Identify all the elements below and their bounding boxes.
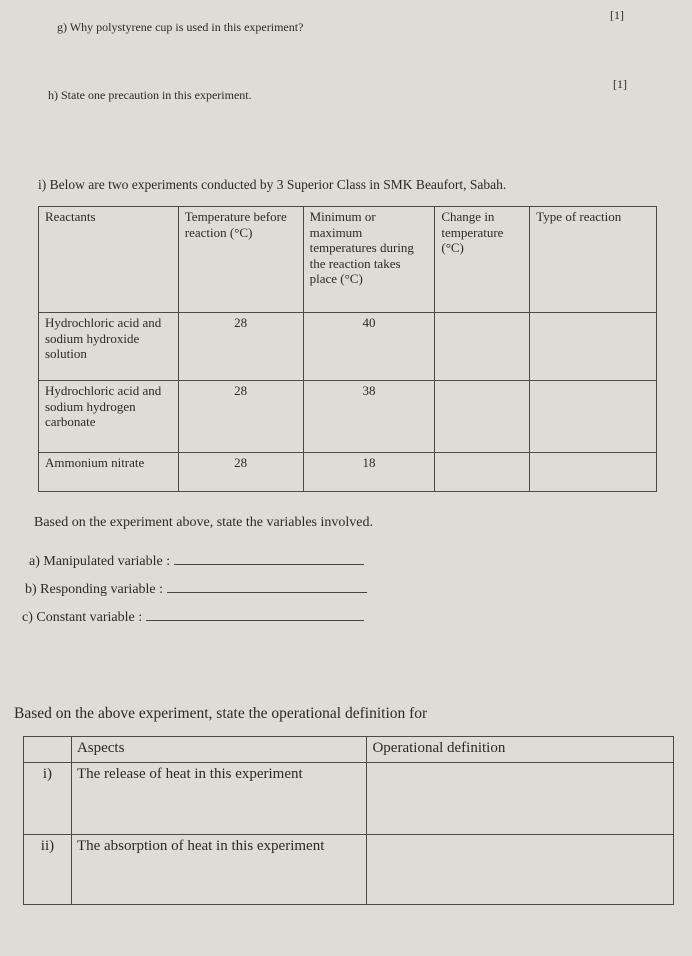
row-change-temp-cell[interactable] (435, 381, 530, 453)
header-temp-before: Temperature before reaction (°C) (178, 207, 303, 313)
opdef-row-aspect: The release of heat in this experiment (71, 763, 367, 835)
row-type-reaction-cell[interactable] (530, 381, 657, 453)
table-row (24, 835, 674, 905)
question-h: h) State one precaution in this experiment. (48, 88, 252, 102)
header-type-reaction: Type of reaction (530, 207, 657, 313)
opdef-table (23, 736, 674, 905)
row-temp-before: 28 (178, 381, 303, 453)
responding-variable-row (25, 580, 367, 598)
opdef-header-aspects: Aspects (71, 737, 367, 763)
row-min-max-temp: 18 (303, 453, 435, 492)
row-type-reaction-cell[interactable] (530, 313, 657, 381)
variables-prompt: Based on the experiment above, state the variables involved. (34, 515, 374, 530)
table-row (39, 381, 657, 453)
opdef-header-row (24, 737, 674, 763)
row-reactants: Hydrochloric acid and sodium hydrogen carbonate (39, 381, 179, 453)
question-i: i) Below are two experiments conducted by 3 Superior Class in SMK Beaufort, Sabah. (38, 177, 507, 192)
row-temp-before: 28 (178, 313, 303, 381)
header-min-max-temp: Minimum or maximum temperatures during the reaction takes place (°C) (303, 207, 435, 313)
row-reactants: Ammonium nitrate (39, 453, 179, 492)
question-g: g) Why polystyrene cup is used in this experiment? (57, 20, 304, 34)
opdef-row-definition-cell[interactable] (367, 763, 674, 835)
table-row (39, 313, 657, 381)
row-temp-before: 28 (178, 453, 303, 492)
opdef-row-num: i) (24, 763, 72, 835)
reaction-table (38, 206, 657, 492)
manipulated-variable-row (29, 552, 364, 570)
table-row (24, 763, 674, 835)
opdef-row-aspect: The absorption of heat in this experiment (71, 835, 367, 905)
question-g-mark: [1] (610, 8, 624, 22)
manipulated-variable-label: a) Manipulated variable : (29, 554, 171, 569)
manipulated-variable-answer-line[interactable] (174, 552, 364, 565)
header-change-temp: Change in temperature (°C) (435, 207, 530, 313)
opdef-header-definition: Operational definition (367, 737, 674, 763)
header-reactants: Reactants (39, 207, 179, 313)
row-change-temp-cell[interactable] (435, 453, 530, 492)
reaction-table-header-row (39, 207, 657, 313)
responding-variable-answer-line[interactable] (167, 580, 367, 593)
opdef-prompt: Based on the above experiment, state the operational definition for (14, 705, 428, 722)
constant-variable-row (22, 608, 364, 626)
constant-variable-label: c) Constant variable : (22, 610, 143, 625)
row-min-max-temp: 40 (303, 313, 435, 381)
opdef-row-num: ii) (24, 835, 72, 905)
row-type-reaction-cell[interactable] (530, 453, 657, 492)
row-change-temp-cell[interactable] (435, 313, 530, 381)
constant-variable-answer-line[interactable] (146, 608, 364, 621)
question-h-mark: [1] (613, 77, 627, 91)
opdef-header-num (24, 737, 72, 763)
row-reactants: Hydrochloric acid and sodium hydroxide solution (39, 313, 179, 381)
row-min-max-temp: 38 (303, 381, 435, 453)
table-row (39, 453, 657, 492)
responding-variable-label: b) Responding variable : (25, 582, 164, 597)
opdef-row-definition-cell[interactable] (367, 835, 674, 905)
